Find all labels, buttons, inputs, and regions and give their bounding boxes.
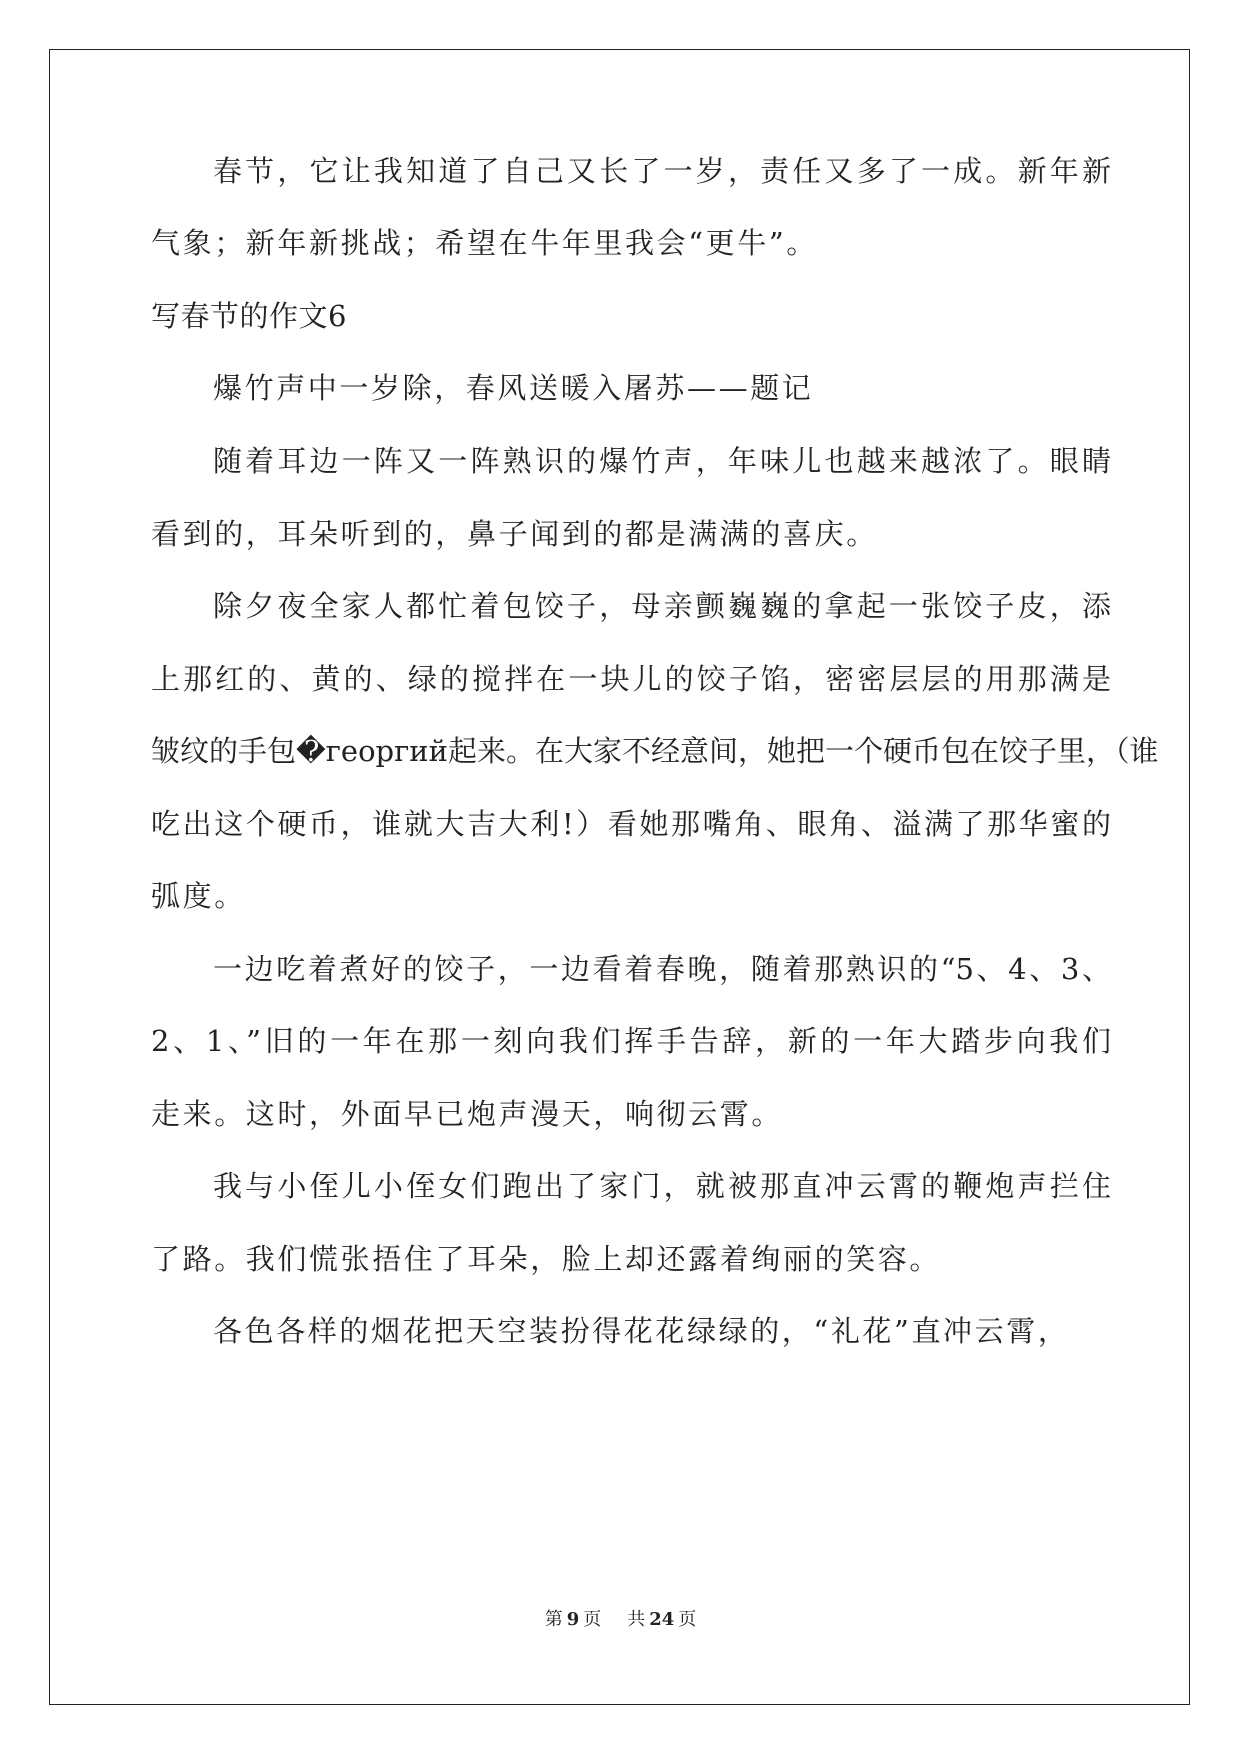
paragraph-line: 春节，它让我知道了自己又长了一岁，责任又多了一成。新年新 — [213, 154, 1111, 188]
footer-total-prefix: 共 — [627, 1609, 646, 1630]
paragraph-line: 各色各样的烟花把天空装扮得花花绿绿的，“礼花”直冲云霄， — [213, 1314, 1070, 1348]
paragraph-line: 走来。这时，外面早已炮声漫天，响彻云霄。 — [151, 1097, 784, 1131]
paragraph-line: 了路。我们慌张捂住了耳朵，脸上却还露着绚丽的笑容。 — [151, 1242, 942, 1276]
page-footer — [0, 1605, 1241, 1631]
paragraph-line: 2、1、”旧的一年在那一刻向我们挥手告辞，新的一年大踏步向我们 — [151, 1024, 1111, 1058]
total-pages: 24 — [649, 1609, 675, 1630]
paragraph-line: 一边吃着煮好的饺子，一边看着春晚，随着那熟识的“5、4、3、 — [213, 952, 1111, 986]
footer-prefix: 第 — [544, 1609, 563, 1630]
footer-total-suffix: 页 — [678, 1609, 697, 1630]
footer-page-suffix: 页 — [583, 1609, 602, 1630]
paragraph-line: 吃出这个硬币，谁就大吉大利!）看她那嘴角、眼角、溢满了那华蜜的 — [151, 807, 1111, 841]
paragraph-line: 除夕夜全家人都忙着包饺子，母亲颤巍巍的拿起一张饺子皮，添 — [213, 589, 1111, 623]
paragraph-line: 我与小侄儿小侄女们跑出了家门，就被那直冲云霄的鞭炮声拦住 — [213, 1169, 1111, 1203]
paragraph-line: 看到的，耳朵听到的，鼻子闻到的都是满满的喜庆。 — [151, 517, 878, 551]
section-heading: 写春节的作文6 — [151, 299, 347, 333]
paragraph-line: 随着耳边一阵又一阵熟识的爆竹声，年味儿也越来越浓了。眼睛 — [213, 444, 1111, 478]
paragraph-line: 皱纹的手包�георгий起来。在大家不经意间，她把一个硬币包在饺子里，（谁 — [151, 734, 1159, 768]
paragraph-line: 上那红的、黄的、绿的搅拌在一块儿的饺子馅，密密层层的用那满是 — [151, 662, 1111, 696]
page-number: 9 — [566, 1609, 580, 1630]
paragraph-line: 弧度。 — [151, 879, 246, 913]
paragraph-line: 爆竹声中一岁除，春风送暖入屠苏——题记 — [213, 371, 814, 405]
paragraph-line: 气象；新年新挑战；希望在牛年里我会“更牛”。 — [151, 226, 818, 260]
